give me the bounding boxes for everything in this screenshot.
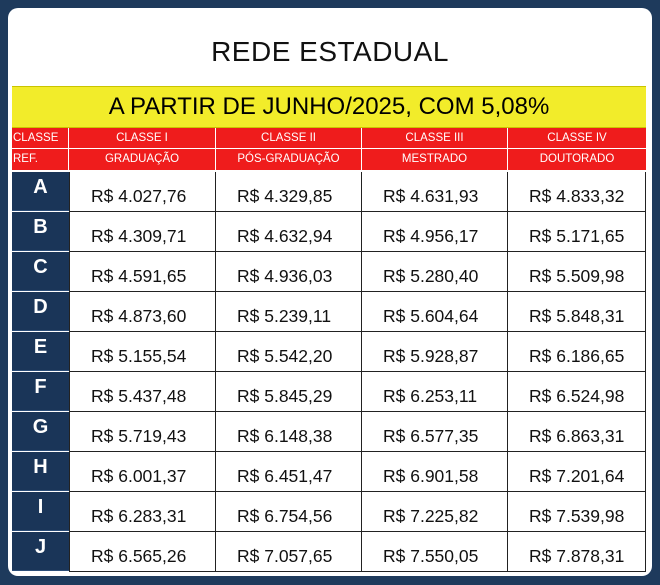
table-row — [12, 212, 646, 252]
salary-cell: R$ 6.754,56 — [216, 492, 362, 532]
salary-cell: R$ 4.873,60 — [69, 292, 216, 332]
salary-cell: R$ 6.001,37 — [69, 452, 216, 492]
table-row — [12, 172, 646, 212]
salary-table-card — [8, 8, 652, 576]
salary-cell: R$ 5.437,48 — [69, 372, 216, 412]
ref-label: D — [12, 292, 69, 331]
table-row — [12, 492, 646, 532]
salary-cell: R$ 5.719,43 — [69, 412, 216, 452]
salary-cell: R$ 5.542,20 — [216, 332, 362, 372]
salary-cell: R$ 7.550,05 — [362, 532, 508, 572]
salary-cell: R$ 5.928,87 — [362, 332, 508, 372]
salary-cell: R$ 5.848,31 — [508, 292, 646, 332]
table-row — [12, 372, 646, 412]
column-header-formacao-1: GRADUAÇÃO — [69, 149, 216, 170]
salary-cell: R$ 7.057,65 — [216, 532, 362, 572]
salary-cell: R$ 7.225,82 — [362, 492, 508, 532]
salary-cell: R$ 5.171,65 — [508, 212, 646, 252]
column-header-formacao-3: MESTRADO — [362, 149, 508, 170]
salary-cell: R$ 6.565,26 — [69, 532, 216, 572]
salary-cell: R$ 4.329,85 — [216, 172, 362, 212]
column-header-classe-2: CLASSE II — [216, 128, 362, 148]
page-title: REDE ESTADUAL — [211, 36, 449, 67]
salary-cell: R$ 4.631,93 — [362, 172, 508, 212]
salary-cell: R$ 4.936,03 — [216, 252, 362, 292]
column-header-classe-3: CLASSE III — [362, 128, 508, 148]
ref-label: B — [12, 212, 69, 251]
salary-cell: R$ 6.283,31 — [69, 492, 216, 532]
table-row — [12, 412, 646, 452]
salary-cell: R$ 5.509,98 — [508, 252, 646, 292]
salary-cell: R$ 4.632,94 — [216, 212, 362, 252]
salary-cell: R$ 4.956,17 — [362, 212, 508, 252]
salary-cell: R$ 4.027,76 — [69, 172, 216, 212]
column-header-classe-4: CLASSE IV — [508, 128, 646, 148]
salary-cell: R$ 6.148,38 — [216, 412, 362, 452]
salary-cell: R$ 4.309,71 — [69, 212, 216, 252]
table-row — [12, 292, 646, 332]
salary-cell: R$ 6.524,98 — [508, 372, 646, 412]
ref-label: C — [12, 252, 69, 291]
column-header-formacao-2: PÓS-GRADUAÇÃO — [216, 149, 362, 170]
salary-cell: R$ 6.186,65 — [508, 332, 646, 372]
salary-cell: R$ 6.863,31 — [508, 412, 646, 452]
table-row — [12, 452, 646, 492]
table-row — [12, 532, 646, 572]
salary-cell: R$ 5.155,54 — [69, 332, 216, 372]
salary-cell: R$ 6.901,58 — [362, 452, 508, 492]
ref-label: I — [12, 492, 69, 531]
salary-cell: R$ 7.539,98 — [508, 492, 646, 532]
ref-label: A — [12, 172, 69, 211]
salary-cell: R$ 7.878,31 — [508, 532, 646, 572]
table-row — [12, 252, 646, 292]
salary-cell: R$ 6.451,47 — [216, 452, 362, 492]
table-row — [12, 332, 646, 372]
salary-cell: R$ 6.253,11 — [362, 372, 508, 412]
salary-cell: R$ 6.577,35 — [362, 412, 508, 452]
column-header-classe-1: CLASSE I — [69, 128, 216, 148]
salary-cell: R$ 7.201,64 — [508, 452, 646, 492]
salary-cell: R$ 5.239,11 — [216, 292, 362, 332]
column-header-formacao-4: DOUTORADO — [508, 149, 646, 170]
ref-label: E — [12, 332, 69, 371]
ref-label: H — [12, 452, 69, 491]
salary-cell: R$ 4.591,65 — [69, 252, 216, 292]
salary-cell: R$ 5.280,40 — [362, 252, 508, 292]
salary-cell: R$ 5.845,29 — [216, 372, 362, 412]
ref-label: F — [12, 372, 69, 411]
ref-header-label: REF. — [12, 149, 69, 170]
table-header — [12, 128, 646, 170]
salary-cell: R$ 4.833,32 — [508, 172, 646, 212]
salary-cell: R$ 5.604,64 — [362, 292, 508, 332]
ref-label: G — [12, 412, 69, 451]
period-banner: A PARTIR DE JUNHO/2025, COM 5,08% — [12, 86, 646, 128]
ref-label: J — [12, 532, 69, 571]
classe-header-label: CLASSE — [12, 128, 69, 148]
